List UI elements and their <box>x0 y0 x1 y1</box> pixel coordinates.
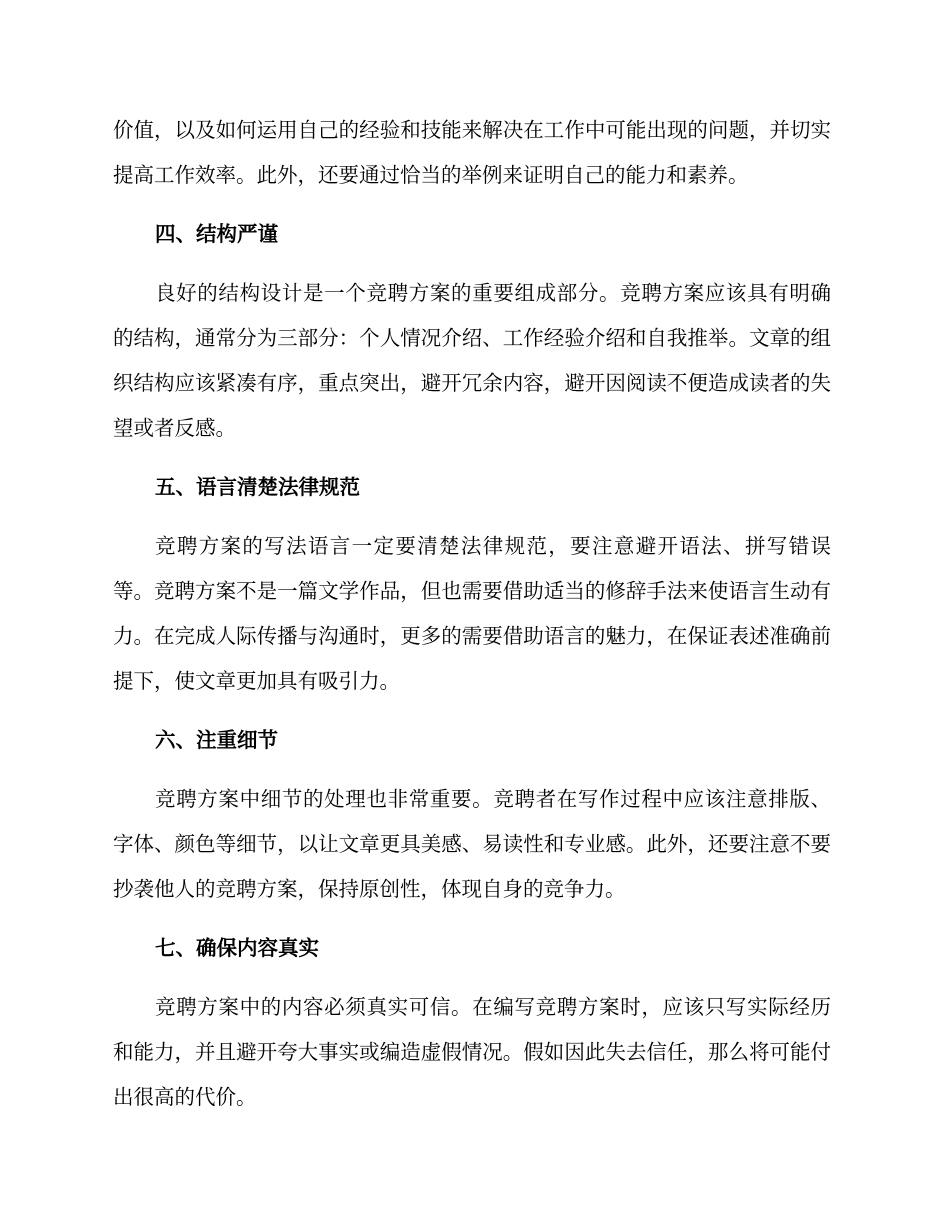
section-heading-language: 五、语言清楚法律规范 <box>155 475 360 499</box>
section-paragraph-authenticity: 竞聘方案中的内容必须真实可信。在编写竞聘方案时，应该只写实际经历和能力，并且避开夸大事实或编造虚假情况。假如因此失去信任，那么将可能付出很高的代价。 <box>113 995 831 1109</box>
section-paragraph-details: 竞聘方案中细节的处理也非常重要。竞聘者在写作过程中应该注意排版、字体、颜色等细节，以让文章更具美感、易读性和专业感。此外，还要注意不要抄袭他人的竞聘方案，保持原创性，体现自身的竞争力。 <box>113 787 831 901</box>
section-heading-authenticity: 七、确保内容真实 <box>155 936 319 960</box>
document-body <box>113 108 831 1134</box>
section-heading-structure: 四、结构严谨 <box>155 222 278 246</box>
section-paragraph-structure: 良好的结构设计是一个竞聘方案的重要组成部分。竞聘方案应该具有明确的结构，通常分为三部分：个人情况介绍、工作经验介绍和自我推举。文章的组织结构应该紧凑有序，重点突出，避开冗余内容，避开因阅读不便造成读者的失望或者反感。 <box>113 281 831 440</box>
paragraph-continuation: 价值，以及如何运用自己的经验和技能来解决在工作中可能出现的问题，并切实提高工作效率。此外，还要通过恰当的举例来证明自己的能力和素养。 <box>113 118 831 187</box>
section-heading-details: 六、注重细节 <box>155 728 278 752</box>
section-paragraph-language: 竞聘方案的写法语言一定要清楚法律规范，要注意避开语法、拼写错误等。竞聘方案不是一篇文学作品，但也需要借助适当的修辞手法来使语言生动有力。在完成人际传播与沟通时，更多的需要借助语言的魅力，在保证表述准确前提下，使文章更加具有吸引力。 <box>113 534 831 693</box>
